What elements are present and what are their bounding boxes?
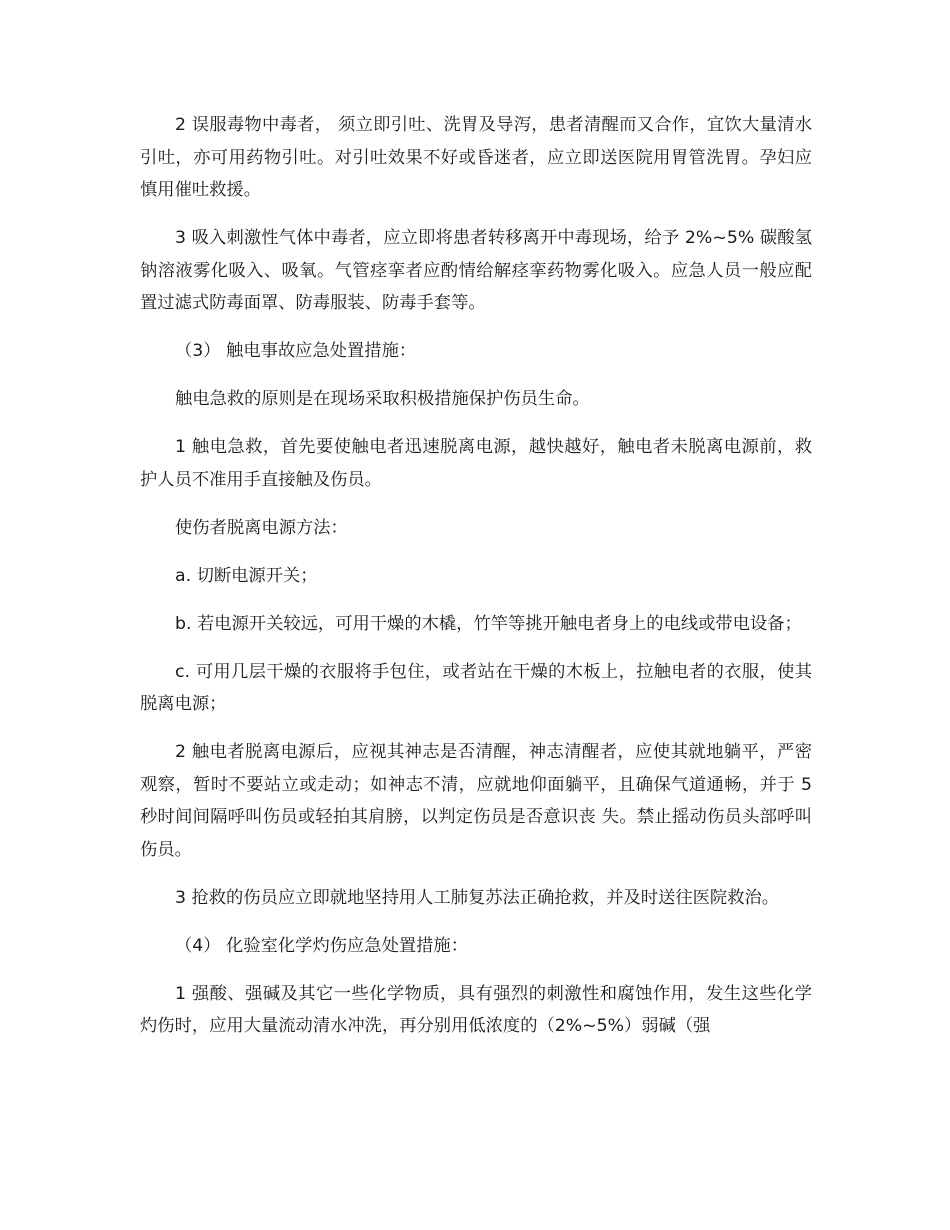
paragraph-shock-principle: 触电急救的原则是在现场采取积极措施保护伤员生命。: [175, 389, 590, 409]
section-heading-chemical-burn: （4） 化验室化学灼伤应急处置措施：: [175, 935, 468, 956]
paragraph-shock-step-3: 3 抢救的伤员应立即就地坚持用人工肺复苏法正确抢救，并及时送往医院救治。: [175, 887, 780, 908]
list-item-a: a. 切断电源开关；: [175, 565, 318, 586]
section-heading-electric-shock: （3） 触电事故应急处置措施：: [175, 341, 417, 361]
paragraph-disconnect-methods: 使伤者脱离电源方法：: [175, 517, 348, 538]
document-body: [140, 109, 812, 1058]
paragraph-shock-step-1: 1 触电急救，首先要使触电者迅速脱离电源，越快越好，触电者未脱离电源前，救护人员不准用手直接触及伤员。: [140, 437, 812, 490]
list-item-b: b. 若电源开关较远，可用干燥的木橇，竹竿等挑开触电者身上的电线或带电设备；: [175, 613, 802, 634]
list-item-c: c. 可用几层干燥的衣服将手包住，或者站在干燥的木板上，拉触电者的衣服，使其脱离电源；: [140, 661, 812, 714]
paragraph-gas-inhalation: 3 吸入刺激性气体中毒者，应立即将患者转移离开中毒现场，给予 2%~5% 碳酸氢钠溶液雾化吸入、吸氧。气管痉挛者应酌情给解痉挛药物雾化吸入。应急人员一般应配置过滤式防毒面罩、防毒服装、防毒手套等。: [140, 228, 812, 313]
paragraph-shock-step-2: 2 触电者脱离电源后，应视其神志是否清醒，神志清醒者，应使其就地躺平，严密观察，暂时不要站立或走动；如神志不清，应就地仰面躺平，且确保气道通畅，并于 5 秒时间间隔呼叫伤员或轻拍其肩膀，以判定伤员是否意识丧 失。禁止摇动伤员头部呼叫伤员。: [140, 742, 812, 860]
paragraph-poison-ingestion: 2 误服毒物中毒者， 须立即引吐、洗胃及导泻，患者清醒而又合作，宜饮大量清水引吐，亦可用药物引吐。对引吐效果不好或昏迷者，应立即送医院用胃管洗胃。孕妇应慎用催吐救援。: [140, 115, 812, 200]
paragraph-chemical-burn-step-1: 1 强酸、强碱及其它一些化学物质，具有强烈的刺激性和腐蚀作用，发生这些化学灼伤时，应用大量流动清水冲洗，再分别用低浓度的（2%~5%）弱碱（强: [140, 983, 812, 1036]
